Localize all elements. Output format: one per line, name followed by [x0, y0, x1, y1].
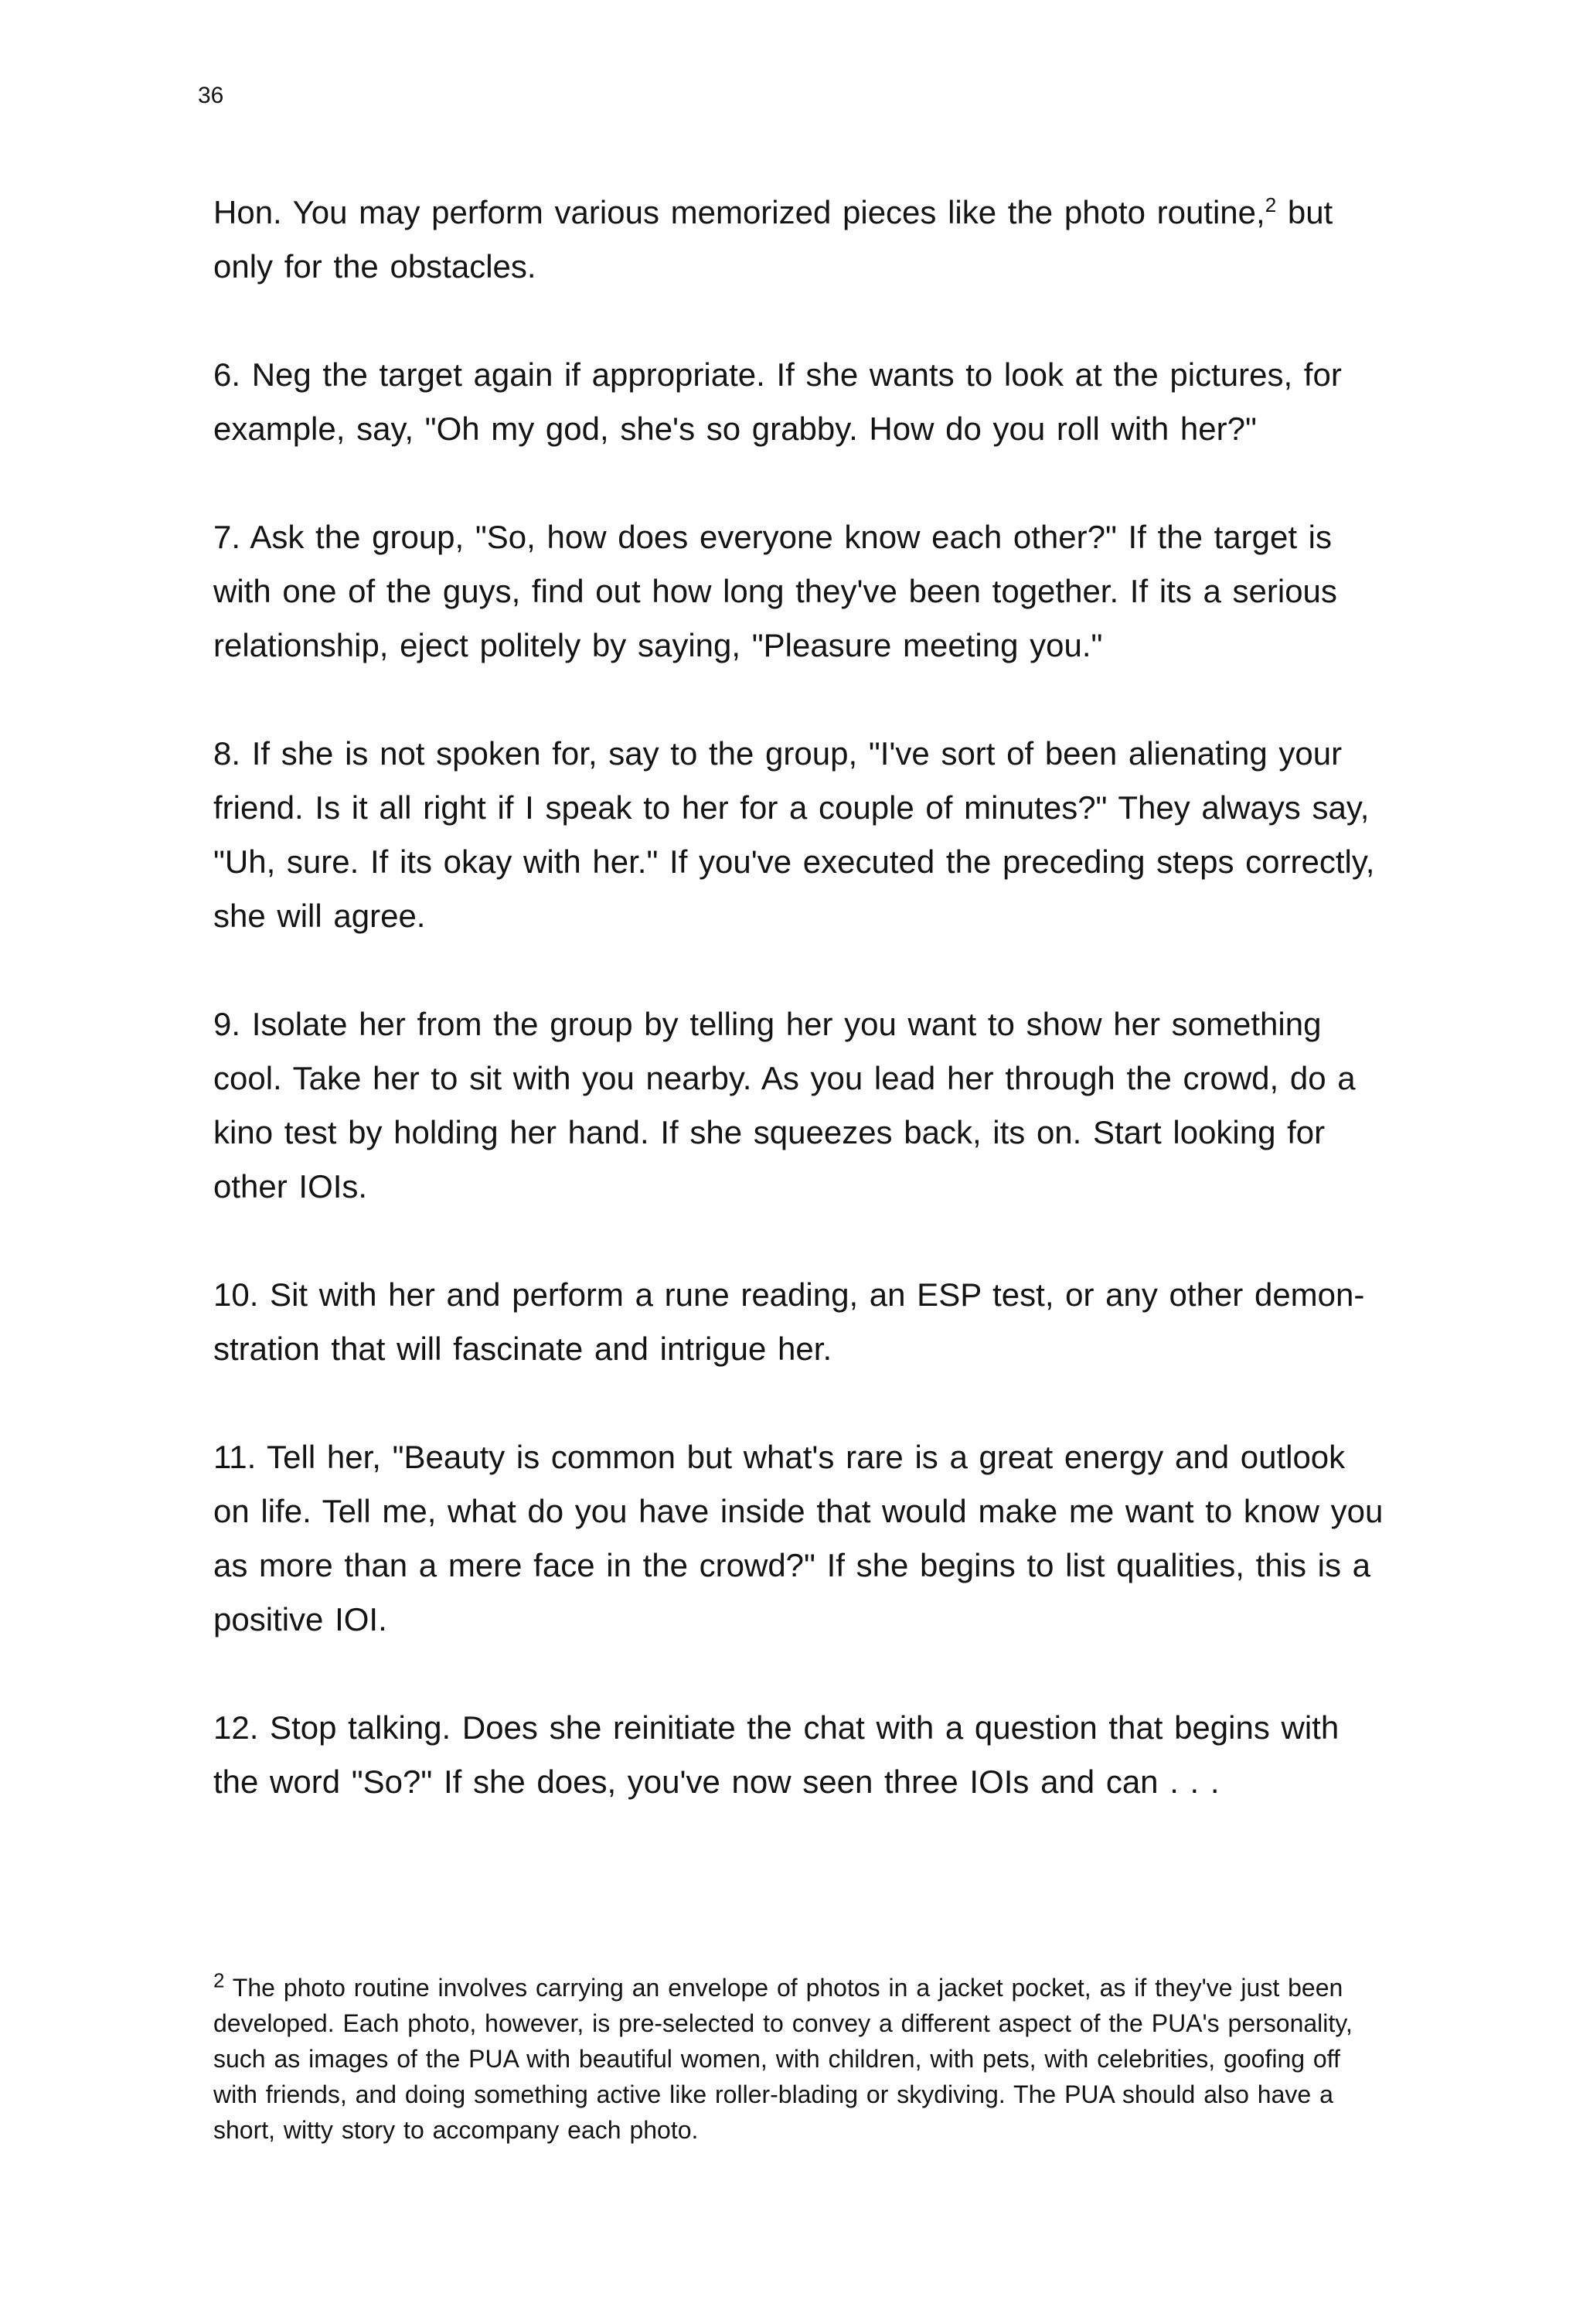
page-number: 36	[198, 83, 224, 108]
paragraph-text: Hon. You may perform various memorized pieces like the photo routine,	[213, 194, 1265, 230]
paragraph-step-11: 11. Tell her, "Beauty is common but what's rare is a great energy and outlook on life. Tell me, what do you have inside that would make me want to know you as more than a mere face in the crowd?" If she begins to list qualities, this is a positive IOI.	[213, 1439, 1384, 1637]
paragraph-step-9: 9. Isolate her from the group by telling her you want to show her something cool. Take her to sit with you nearby. As you lead her through the crowd, do a kino test by holding her hand. If she squeezes back, its on. Start looking for other IOIs.	[213, 1006, 1356, 1205]
footnote-marker: 2	[213, 1968, 225, 1992]
paragraph-step-12: 12. Stop talking. Does she reinitiate the chat with a question that begins with the word "So?" If she does, you've now seen three IOIs and can . . .	[213, 1709, 1340, 1800]
paragraph-step-7: 7. Ask the group, "So, how does everyone know each other?" If the target is with one of the guys, find out how long they've been together. If its a serious relationship, eject politely by saying, "Pleasure meeting you."	[213, 519, 1337, 663]
paragraph-step-10: 10. Sit with her and perform a rune reading, an ESP test, or any other demon- stration that will fascinate and intrigue her.	[213, 1276, 1365, 1367]
paragraph-text-after-ref: but only for the obstacles.	[213, 194, 1333, 285]
paragraph-step-6: 6. Neg the target again if appropriate. If she wants to look at the pictures, for example, say, "Oh my god, she's so grabby. How do you roll with her?"	[213, 356, 1342, 447]
body-text	[213, 186, 1388, 1863]
paragraph-continuation	[213, 186, 1388, 294]
footnote-text: The photo routine involves carrying an envelope of photos in a jacket pocket, as if they've just been developed. Each photo, however, is pre-selected to convey a different aspect of the PUA's personality, such as images of the PUA with beautiful women, with children, with pets, with celebrities, goofing off with friends, and doing something active like roller-blading or skydiving. The PUA should also have a short, witty story to accompany each photo.	[213, 1974, 1353, 2144]
footnote-reference: 2	[1265, 193, 1277, 216]
footnote	[213, 1970, 1388, 2148]
paragraph-step-8: 8. If she is not spoken for, say to the group, "I've sort of been alienating your friend. Is it all right if I speak to her for a couple of minutes?" They always say, "Uh, sure. If its okay with her." If you've executed the preceding steps correctly, she will agree.	[213, 735, 1375, 934]
